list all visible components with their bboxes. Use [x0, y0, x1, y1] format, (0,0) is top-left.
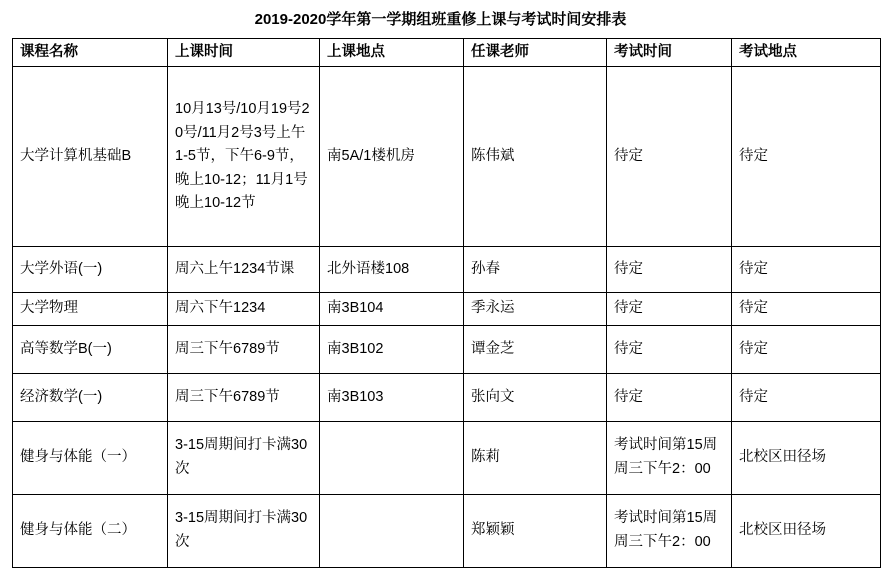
cell-exam-time: 待定 [607, 293, 732, 325]
cell-course: 大学外语(一) [13, 247, 168, 293]
cell-exam-place: 北校区田径场 [732, 421, 881, 494]
cell-course: 大学物理 [13, 293, 168, 325]
column-header-class-place: 上课地点 [320, 39, 464, 67]
cell-class-place: 南5A/1楼机房 [320, 67, 464, 247]
cell-course: 健身与体能（一） [13, 421, 168, 494]
cell-exam-place: 待定 [732, 247, 881, 293]
table-row [13, 325, 881, 373]
cell-exam-time: 考试时间第15周周三下午2：00 [607, 494, 732, 567]
cell-course: 健身与体能（二） [13, 494, 168, 567]
page-title: 2019-2020学年第一学期组班重修上课与考试时间安排表 [254, 11, 627, 28]
column-header-exam-time: 考试时间 [607, 39, 732, 67]
cell-teacher: 孙春 [464, 247, 607, 293]
cell-exam-place: 待定 [732, 67, 881, 247]
schedule-table [12, 38, 881, 568]
table-row [13, 421, 881, 494]
table-header-row [13, 39, 881, 67]
cell-class-place: 南3B103 [320, 373, 464, 421]
cell-course: 大学计算机基础B [13, 67, 168, 247]
cell-class-time: 周三下午6789节 [168, 325, 320, 373]
cell-class-time: 周三下午6789节 [168, 373, 320, 421]
cell-exam-time: 待定 [607, 247, 732, 293]
cell-teacher: 季永运 [464, 293, 607, 325]
cell-class-time: 3-15周期间打卡满30次 [168, 421, 320, 494]
table-row [13, 494, 881, 567]
cell-course: 高等数学B(一) [13, 325, 168, 373]
cell-teacher: 陈莉 [464, 421, 607, 494]
cell-class-time: 周六下午1234 [168, 293, 320, 325]
cell-teacher: 张向文 [464, 373, 607, 421]
column-header-class-time: 上课时间 [168, 39, 320, 67]
table-row [13, 373, 881, 421]
cell-class-place: 南3B104 [320, 293, 464, 325]
cell-teacher: 郑颖颖 [464, 494, 607, 567]
cell-teacher: 谭金芝 [464, 325, 607, 373]
cell-class-time: 10月13号/10月19号20号/11月2号3号上午1-5节，下午6-9节，晚上10-12；11月1号晚上10-12节 [168, 67, 320, 247]
cell-class-place: 南3B102 [320, 325, 464, 373]
cell-exam-time: 待定 [607, 373, 732, 421]
cell-exam-time: 待定 [607, 325, 732, 373]
cell-exam-place: 待定 [732, 293, 881, 325]
column-header-teacher: 任课老师 [464, 39, 607, 67]
cell-exam-time: 考试时间第15周周三下午2：00 [607, 421, 732, 494]
cell-teacher: 陈伟斌 [464, 67, 607, 247]
cell-exam-place: 待定 [732, 325, 881, 373]
cell-exam-place: 待定 [732, 373, 881, 421]
cell-class-place [320, 494, 464, 567]
column-header-exam-place: 考试地点 [732, 39, 881, 67]
cell-exam-place: 北校区田径场 [732, 494, 881, 567]
cell-course: 经济数学(一) [13, 373, 168, 421]
cell-class-time: 3-15周期间打卡满30次 [168, 494, 320, 567]
cell-class-place [320, 421, 464, 494]
table-row [13, 67, 881, 247]
column-header-course: 课程名称 [13, 39, 168, 67]
table-row [13, 247, 881, 293]
cell-class-place: 北外语楼108 [320, 247, 464, 293]
cell-exam-time: 待定 [607, 67, 732, 247]
table-row [13, 293, 881, 325]
cell-class-time: 周六上午1234节课 [168, 247, 320, 293]
